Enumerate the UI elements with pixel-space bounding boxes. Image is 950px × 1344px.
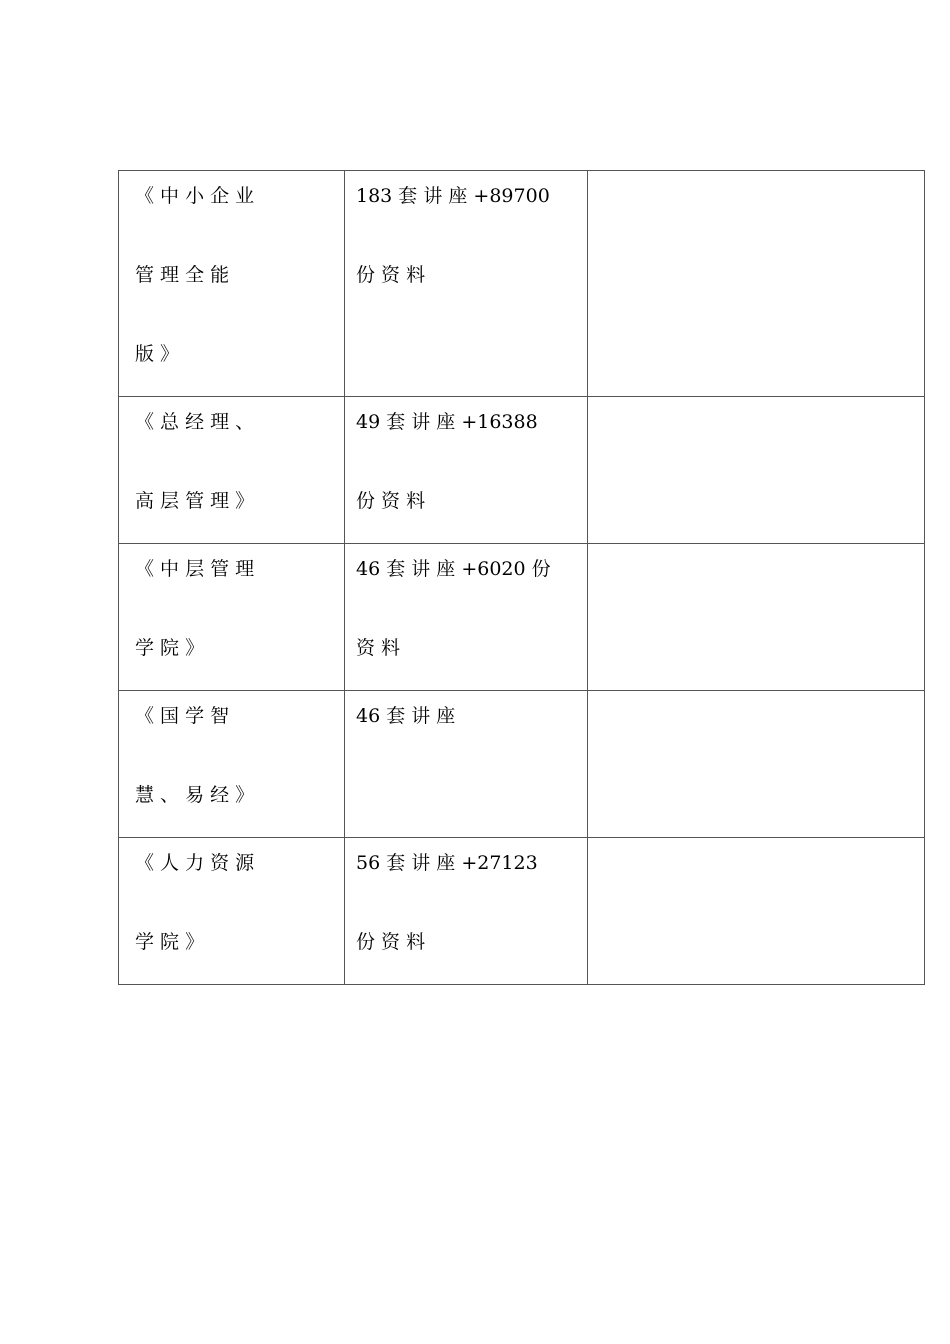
resources-cell (345, 397, 588, 544)
package-resources: 183 套 讲 座 +89700 份 资 料 (356, 185, 550, 286)
table-row (119, 397, 925, 544)
blank-cell (588, 544, 925, 691)
package-resources: 56 套 讲 座 +27123 份 资 料 (356, 852, 538, 953)
blank-cell (588, 691, 925, 838)
blank-cell (588, 171, 925, 397)
package-name: 《 总 经 理 、 高 层 管 理 》 (135, 411, 255, 512)
resources-cell (345, 171, 588, 397)
resources-cell (345, 691, 588, 838)
table-row (119, 838, 925, 985)
package-name: 《 国 学 智 慧 、 易 经 》 (135, 705, 255, 806)
table-row (119, 171, 925, 397)
package-name-cell (119, 397, 345, 544)
package-name: 《 中 层 管 理 学 院 》 (135, 558, 255, 659)
package-name: 《 中 小 企 业 管 理 全 能 版 》 (135, 185, 255, 365)
blank-cell (588, 397, 925, 544)
package-resources: 46 套 讲 座 (356, 705, 456, 727)
package-name-cell (119, 544, 345, 691)
package-name-cell (119, 171, 345, 397)
resources-cell (345, 838, 588, 985)
resources-cell (345, 544, 588, 691)
blank-cell (588, 838, 925, 985)
package-name-cell (119, 691, 345, 838)
table-row (119, 691, 925, 838)
package-name: 《 人 力 资 源 学 院 》 (135, 852, 255, 953)
course-package-table (118, 170, 925, 985)
table-row (119, 544, 925, 691)
package-name-cell (119, 838, 345, 985)
package-resources: 49 套 讲 座 +16388 份 资 料 (356, 411, 538, 512)
package-resources: 46 套 讲 座 +6020 份 资 料 (356, 558, 551, 659)
